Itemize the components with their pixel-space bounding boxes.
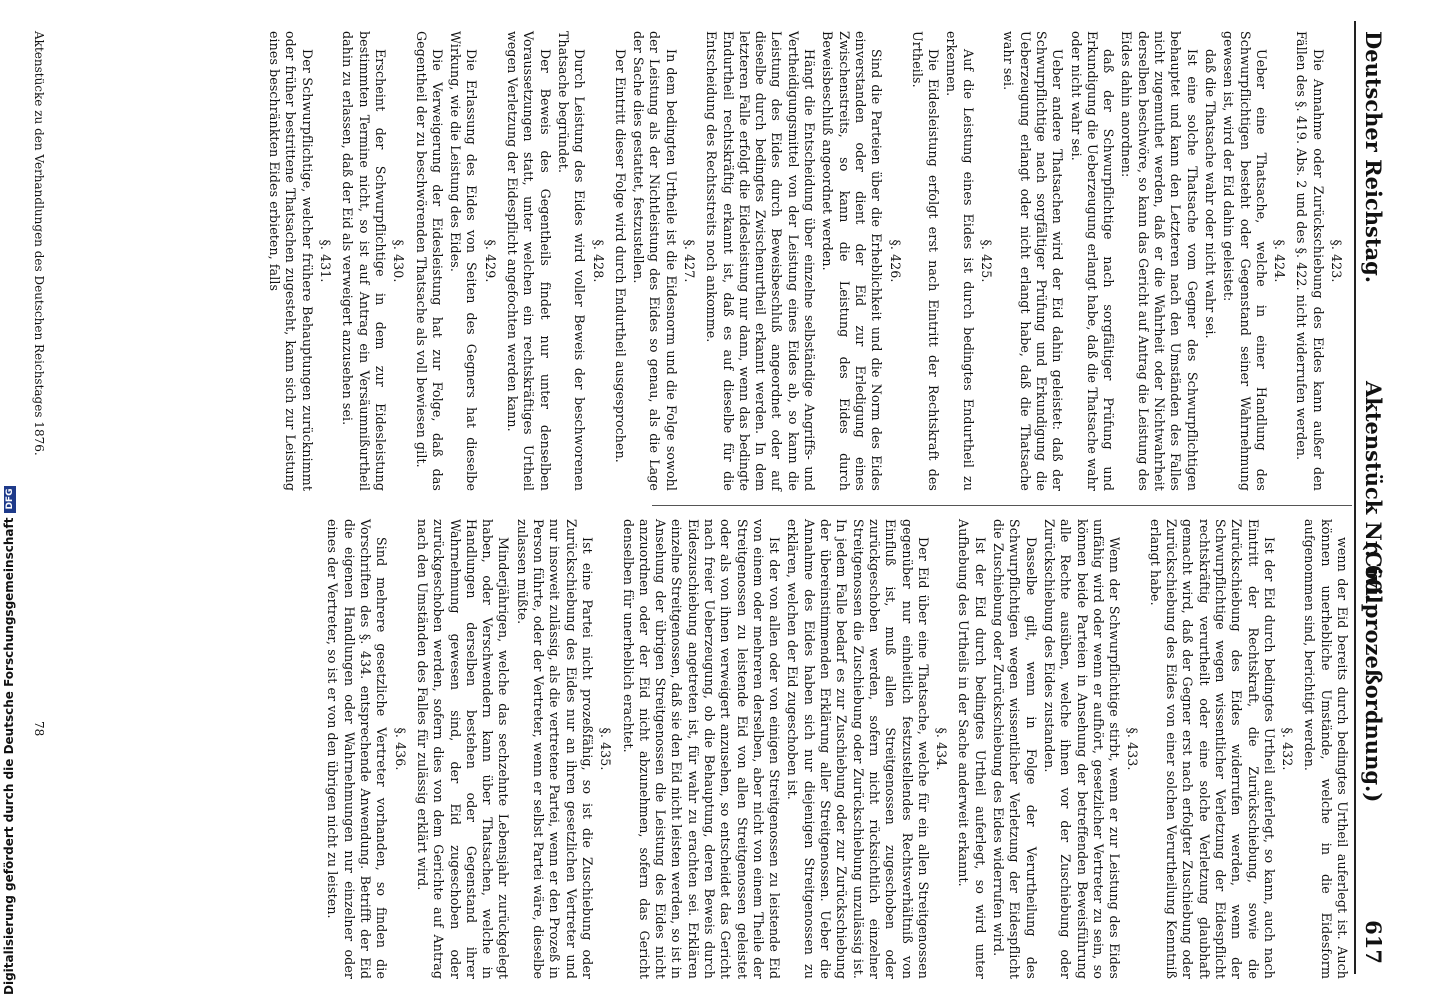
credit-text: Digitalisierung gefördert durch die Deutsche Forschungsgemeinschaft [2,517,16,995]
paragraph: Der Schwurpflichtige, welcher frühere Behauptungen zurücknimmt oder früher bestrittene Thatsachen zugesteht, kann sich zur Leistung eines beschränkten Eides erbieten, falls [267,31,315,491]
paragraph: Die Annahme oder Zurückschiebung des Eides kann außer den Fällen des §. 419. Abs. 2 und des §. 422. nicht widerrufen werden. [1294,31,1326,491]
paragraph: Ueber eine Thatsache, welche in einer Handlung des Schwurpflichtigen besteht oder Gegenstand seiner Wahrnehmung gewesen ist, wird der Eid dahin geleistet: [1221,31,1269,491]
paragraph: Ist eine Partei nicht prozeßfähig, so ist die Zuschiebung oder Zurückschiebung des Eides nur an ihren gesetzlichen Vertreter und nur insoweit zulässig, als die vertretene Partei, wenn er den Prozeß in Person führte, oder der Vertreter, wenn er selbst Partei wäre, dieselbe zulassen müßte. [514,519,595,979]
paragraph: In dem bedingten Urtheile ist die Eidesnorm und die Folge sowohl der Leistung als der Nichtleistung des Eides so genau, als die Lage der Sache dies gestattet, festzustellen. [631,31,679,491]
section-heading: §. 427. [682,239,698,283]
section-heading: §. 424. [1272,239,1288,283]
digitization-credit [2,395,20,995]
paragraph: Der Eid über eine Thatsache, welche für ein allen Streitgenossen gegenüber nur einheitlich festzustellendes Rechtsverhältniß von Einfluß ist, muß allen Streitgenossen zugeschoben oder zurückgeschoben werden, sofern nicht rücksichtlich einzelner Streitgenossen die Zuschiebung oder Zurückschiebung unzulässig ist. In jedem Falle bedarf es zur Zuschiebung oder zur Zurückschiebung der übereinstimmenden Erklärung aller Streitgenossen. Ueber die Annahme des Eides haben sich nur diejenigen Streitgenossen zu erklären, welchen der Eid zugeschoben ist. [785,519,931,979]
paragraph: Sind mehrere gesetzliche Vertreter vorhanden, so finden die Vorschriften des §. 434. entsprechende Anwendung. Betrifft der Eid die eigenen Handlungen oder Wahrnehmungen nur einzelner oder eines der Vertreter, so ist er von den übrigen nicht zu leisten. [325,519,390,979]
document-subtitle: (Civilprozeßordnung.) [1361,541,1386,803]
scanned-page [6,5,1398,990]
paragraph: Die Erlassung des Eides von Seiten des Gegners hat dieselbe Wirkung, wie die Leistung des Eides. [448,31,480,491]
section-heading: §. 425. [979,239,995,283]
header-rule [1354,21,1356,974]
dfg-logo-icon: DFG [4,486,16,513]
paragraph: Ist der Eid durch bedingtes Urtheil auferlegt, so wird unter Aufhebung des Urtheils in der Sache anderweit erkannt. [956,519,988,979]
running-header [1358,21,1388,974]
paragraph: Die Eidesleistung erfolgt erst nach Eintritt der Rechtskraft des Urtheils. [909,31,942,491]
page-content [16,21,1388,979]
section-heading: §. 433. [1125,727,1141,771]
paragraph: wenn der Eid bereits durch bedingtes Urtheil auferlegt ist. Auch können unerhebliche Umstände, welche in die Eidesform aufgenommen sind, berichtigt werden. [1302,519,1350,979]
right-text-column [322,519,1350,979]
paragraph: Ist der Eid durch bedingtes Urtheil auferlegt, so kann, auch nach Eintritt der Rechtskraft, die Zurückschiebung, sowie die Zurückschiebung des Eides widerrufen werden, wenn der Schwurpflichtige wegen wissentlicher Verletzung der Eidespflicht rechtskräftig verurtheilt oder eine solche Verletzung glaubhaft gemacht wird, daß der Gegner erst nach erfolgter Zuschiebung oder Zurückschiebung des Eides von einer solchen Verurtheilung Kenntniß erlangt habe. [1147,519,1277,979]
section-heading: §. 432. [1280,727,1296,771]
section-heading: §. 435. [598,727,614,771]
paragraph: Der Eintritt dieser Folge wird durch Endurtheil ausgesprochen. [612,49,628,463]
section-heading: §. 431. [318,239,334,283]
paragraph: Dasselbe gilt, wenn in Folge der Verurtheilung des Schwurpflichtigen wegen wissentlicher Verletzung der Eidespflicht die Zuschiebung oder Zurückschiebung des Eides widerrufen wird. [991,519,1039,979]
paragraph: daß die Thatsache wahr oder nicht wahr sei. [1202,49,1218,339]
section-heading: §. 428. [590,239,606,283]
paragraph: Ueber andere Thatsachen wird der Eid dahin geleistet: daß der Schwurpflichtige nach sorgfältiger Prüfung und Erkundigung die Ueberzeugung erlangt oder nicht erlangt habe, daß die Thatsache wahr sei. [1001,31,1066,491]
paragraph: Ist der von allen oder von einigen Streitgenossen zu leistende Eid von einem oder mehreren derselben, aber nicht von einem Theile der Streitgenossen zu leistende Eid von allen Streitgenossen geleistet oder als von ihnen verweigert anzusehen, so entscheidet das Gericht nach freier Ueberzeugung, ob die Behauptung, deren Beweis durch Eideszuschiebung angetreten ist, für wahr zu erachten sei. Erklären einzelne Streitgenossen, daß sie den Eid nicht leisten werden, so ist in Ansehung der übrigen Streitgenossen die Leistung des Eides nicht anzuordnen oder der Eid nicht abzunehmen, sofern das Gericht denselben für unerheblich erachtet. [620,519,783,979]
section-heading: §. 436. [392,727,408,771]
section-heading: §. 434. [934,727,950,771]
paragraph: Hängt die Entscheidung über einzelne selbständige Angriffs- und Vertheidigungsmittel von der Leistung eines Eides ab, so kann die Leistung des Eides durch Beweisbeschluß angeordnet oder auf dieselbe durch bedingtes Zwischenurtheil erkannt werden. In dem letzteren Falle erfolgt die Eidesleistung nur dann, wenn das bedingte Endurtheil rechtskräftig erkannt ist, daß es auf dieselbe für die Entscheidung des Rechtsstreits noch ankomme. [704,31,818,491]
paragraph: Auf die Leistung eines Eides ist durch bedingtes Endurtheil zu erkennen. [944,31,976,491]
paragraph: Ist eine solche Thatsache vom Gegner des Schwurpflichtigen behauptet und kann den Letzteren nach den Umständen des Falles nicht zugemuthet werden, daß er die Wahrheit oder Nichtwahrheit derselben beschwöre, so kann das Gericht auf Antrag die Leistung des Eides dahin anordnen: [1119,31,1200,491]
document-number: Aktenstück Nr. 60. [1361,381,1386,602]
paragraph: Erscheint der Schwurpflichtige in dem zur Eidesleistung bestimmten Termine nicht, so ist auf Antrag ein Versäumnißurtheil dahin zu erlassen, daß der Eid als verweigert anzusehen sei. [340,31,388,491]
page-number: 617 [1361,920,1386,964]
column-divider [652,505,1352,506]
paragraph: Die Verweigerung der Eidesleistung hat zur Folge, daß das Gegentheil der zu beschwörenden Thatsache als voll bewiesen gilt. [413,31,445,491]
paragraph: Der Beweis des Gegentheils findet nur unter denselben Voraussetzungen statt, unter welchen ein rechtskräftiges Urtheil wegen Verletzung der Eidespflicht angefochten werden kann. [505,31,553,491]
publication-title: Deutscher Reichstag. [1361,31,1386,284]
section-heading: §. 423. [1329,239,1344,283]
section-heading: §. 430. [391,239,407,283]
left-text-column [264,31,1350,491]
paragraph: Durch Leistung des Eides wird voller Beweis der beschworenen Thatsache begründet. [555,31,588,491]
paragraph: Sind die Parteien über die Erheblichkeit und die Norm des Eides einverstanden oder dient der Eid zur Erledigung eines Zwischenstreits, so kann die Leistung des Eides durch Beweisbeschluß angeordnet werden. [820,31,885,491]
paragraph: Minderjährigen, welche das sechzehnte Lebensjahr zurückgelegt haben, oder Verschwendern kann über Thatsachen, welche in Handlungen derselben bestehen oder Gegenstand ihrer Wahrnehmung gewesen sind, der Eid zugeschoben oder zurückgeschoben werden, sofern dies von dem Gerichte auf Antrag nach den Umständen des Falles für zulässig erklärt wird. [414,519,512,979]
footer-signature-number: 78 [32,721,46,737]
section-heading: §. 426. [887,239,903,283]
section-heading: §. 429. [482,239,498,283]
footer-source-line: Aktenstücke zu den Verhandlungen des Deutschen Reichstages 1876. [32,31,46,456]
paragraph: daß der Schwurpflichtige nach sorgfältiger Prüfung und Erkundigung die Ueberzeugung erlangt habe, daß die Thatsache wahr oder nicht wahr sei. [1068,31,1117,491]
paragraph: Wenn der Schwurpflichtige stirbt, wenn er zur Leistung des Eides unfähig wird oder wenn er aufhört, gesetzlicher Vertreter zu sein, so können beide Parteien in Ansehung der betreffenden Beweisführung alle Rechte ausüben, welche ihnen vor der Zuschiebung oder Zurückschiebung des Eides zustanden. [1041,519,1123,979]
